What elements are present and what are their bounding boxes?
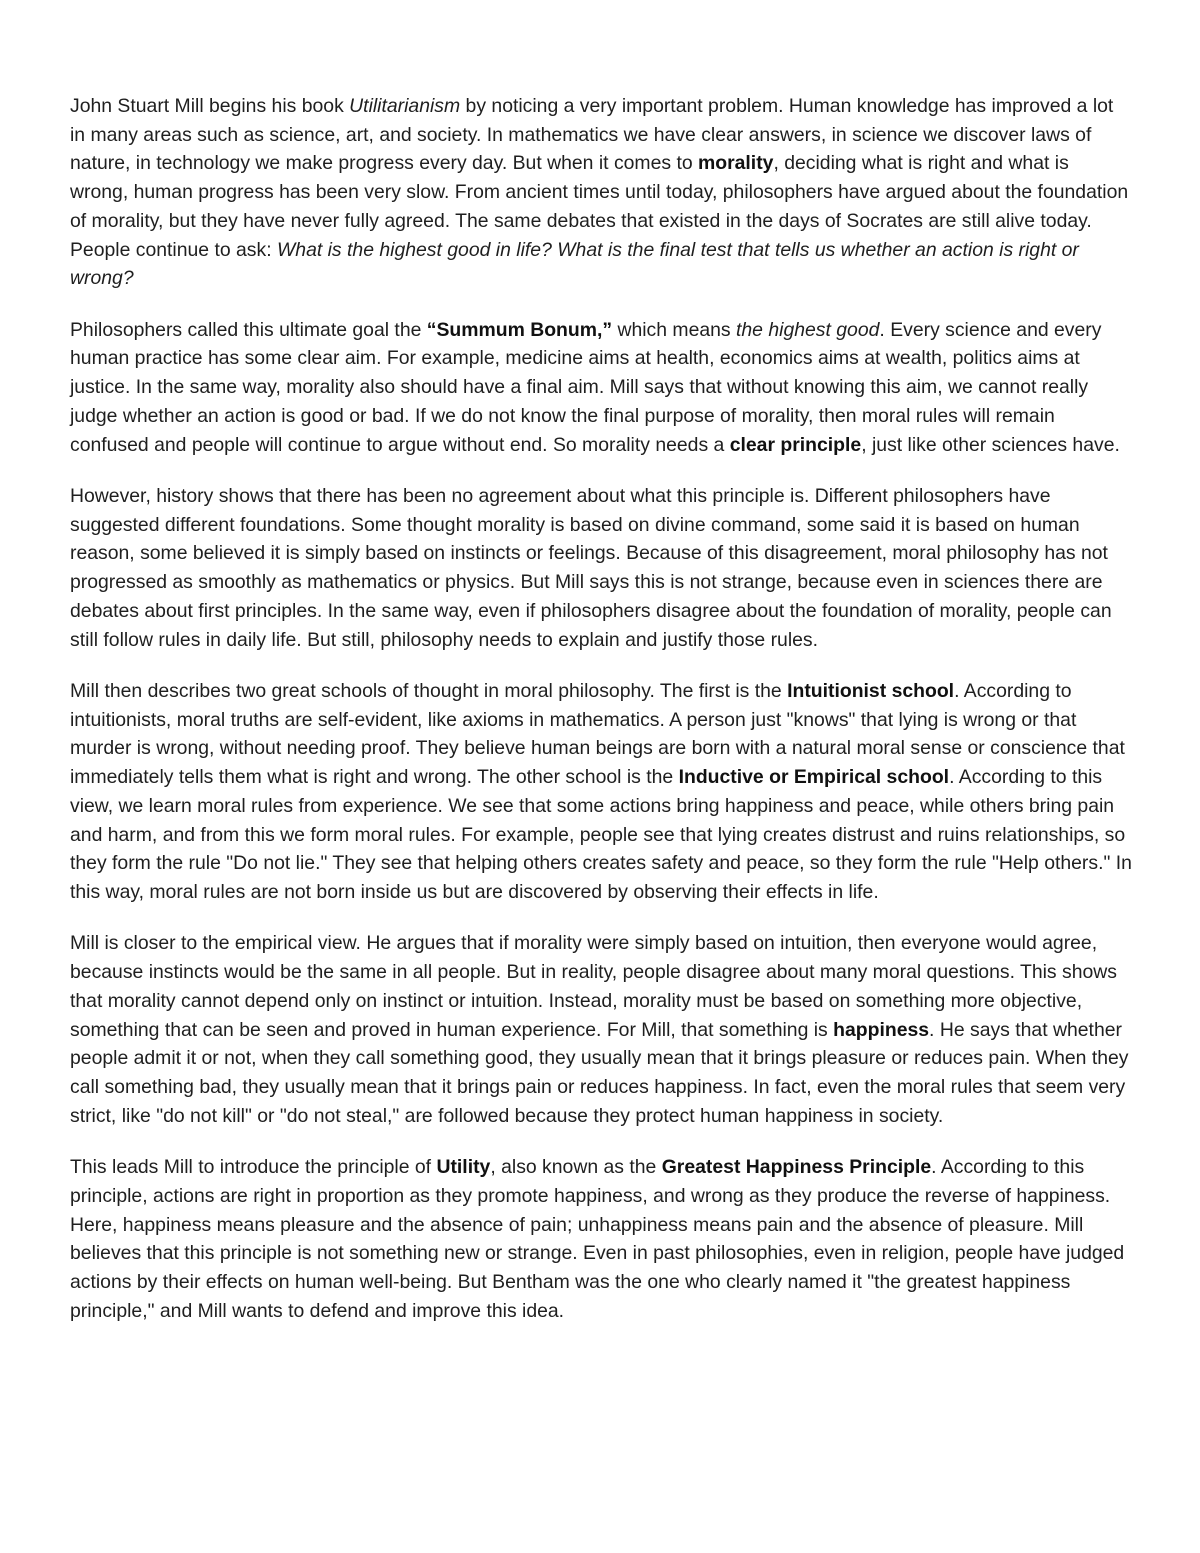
term-utility: Utility <box>436 1156 491 1179</box>
paragraph-1 <box>70 92 1132 293</box>
question-italic: What is the highest good in life? What is the final test that tells us whether an action is right or wrong? <box>70 238 1079 290</box>
text-run: , also known as the <box>490 1156 662 1179</box>
text-run: This leads Mill to introduce the principle of <box>70 1156 437 1179</box>
text-run: However, history shows that there has been no agreement about what this principle is. Different philosophers have suggested different foundations. Some thought morality is based on divine command, some said it is based on human reason, some believed it is simply based on instincts or feelings. Because of this disagreement, moral philosophy has not progressed as smoothly as mathematics or physics. But Mill says this is not strange, because even in sciences there are debates about first principles. In the same way, even if philosophers disagree about the foundation of morality, people can still follow rules in daily life. But still, philosophy needs to explain and justify those rules. <box>70 485 1112 651</box>
text-run: . He says that whether people admit it or not, when they call something good, they usually mean that it brings pleasure or reduces pain. When they call something bad, they usually mean that it brings pain or reduces happiness. In fact, even the moral rules that seem very strict, like "do not kill" or "do not steal," are followed because they protect human happiness in society. <box>70 1018 1129 1127</box>
book-title-italic: Utilitarianism <box>349 95 461 117</box>
paragraph-4 <box>70 677 1132 907</box>
text-run: . According to intuitionists, moral truths are self-evident, like axioms in mathematics. A person just "knows" that lying is wrong or that murder is wrong, without needing proof. They believe human beings are born with a natural moral sense or conscience that immediately tells them what is right and wrong. The other school is the <box>70 680 1125 789</box>
text-run: Mill is closer to the empirical view. He argues that if morality were simply based on intuition, then everyone would agree, because instincts would be the same in all people. But in reality, people disagree about many moral questions. This shows that morality cannot depend only on instinct or intuition. Instead, morality must be based on something more objective, something that can be seen and proved in human experience. For Mill, that something is <box>70 932 1117 1041</box>
text-run: John Stuart Mill begins his book <box>70 95 350 117</box>
highest-good-italic: the highest good <box>736 318 880 341</box>
paragraph-6 <box>70 1153 1132 1325</box>
text-run: , deciding what is right and what is wrong, human progress has been very slow. From ancient times until today, philosophers have argued about the foundation of morality, but they have never fully agreed. The same debates that existed in the days of Socrates are still alive today. People continue to ask: <box>70 152 1129 261</box>
term-intuitionist-school: Intuitionist school <box>787 680 955 703</box>
text-run: Philosophers called this ultimate goal the <box>70 318 427 341</box>
term-happiness: happiness <box>833 1018 930 1041</box>
text-run: by noticing a very important problem. Human knowledge has improved a lot in many areas such as science, art, and society. In mathematics we have clear answers, in science we discover laws of nature, in technology we make progress every day. But when it comes to <box>70 95 1114 175</box>
paragraph-3 <box>70 482 1132 654</box>
term-clear-principle: clear principle <box>729 433 862 456</box>
text-run: which means <box>612 318 737 341</box>
term-empirical-school: Inductive or Empirical school <box>678 766 950 789</box>
document-body <box>70 92 1132 1325</box>
text-run: . Every science and every human practice has some clear aim. For example, medicine aims at health, economics aims at wealth, politics aims at justice. In the same way, morality also should have a final aim. Mill says that without knowing this aim, we cannot really judge whether an action is good or bad. If we do not know the final purpose of morality, then moral rules will remain confused and people will continue to argue without end. So morality needs a <box>70 318 1102 456</box>
paragraph-2 <box>70 316 1132 460</box>
paragraph-5 <box>70 929 1132 1130</box>
term-morality: morality <box>698 152 774 175</box>
text-run: . According to this view, we learn moral rules from experience. We see that some actions bring happiness and peace, while others bring pain and harm, and from this we form moral rules. For example, people see that lying creates distrust and ruins relationships, so they form the rule "Do not lie." They see that helping others creates safety and peace, so they form the rule "Help others." In this way, moral rules are not born inside us but are discovered by observing their effects in life. <box>70 766 1132 903</box>
term-greatest-happiness-principle: Greatest Happiness Principle <box>661 1156 932 1179</box>
term-summum-bonum: “Summum Bonum,” <box>426 318 613 341</box>
text-run: Mill then describes two great schools of thought in moral philosophy. The first is the <box>70 680 788 703</box>
text-run: , just like other sciences have. <box>861 433 1120 456</box>
text-run: . According to this principle, actions are right in proportion as they promote happiness, and wrong as they produce the reverse of happiness. Here, happiness means pleasure and the absence of pain; unhappiness means pain and the absence of pleasure. Mill believes that this principle is not something new or strange. Even in past philosophies, even in religion, people have judged actions by their effects on human well-being. But Bentham was the one who clearly named it "the greatest happiness principle," and Mill wants to defend and improve this idea. <box>70 1156 1125 1322</box>
